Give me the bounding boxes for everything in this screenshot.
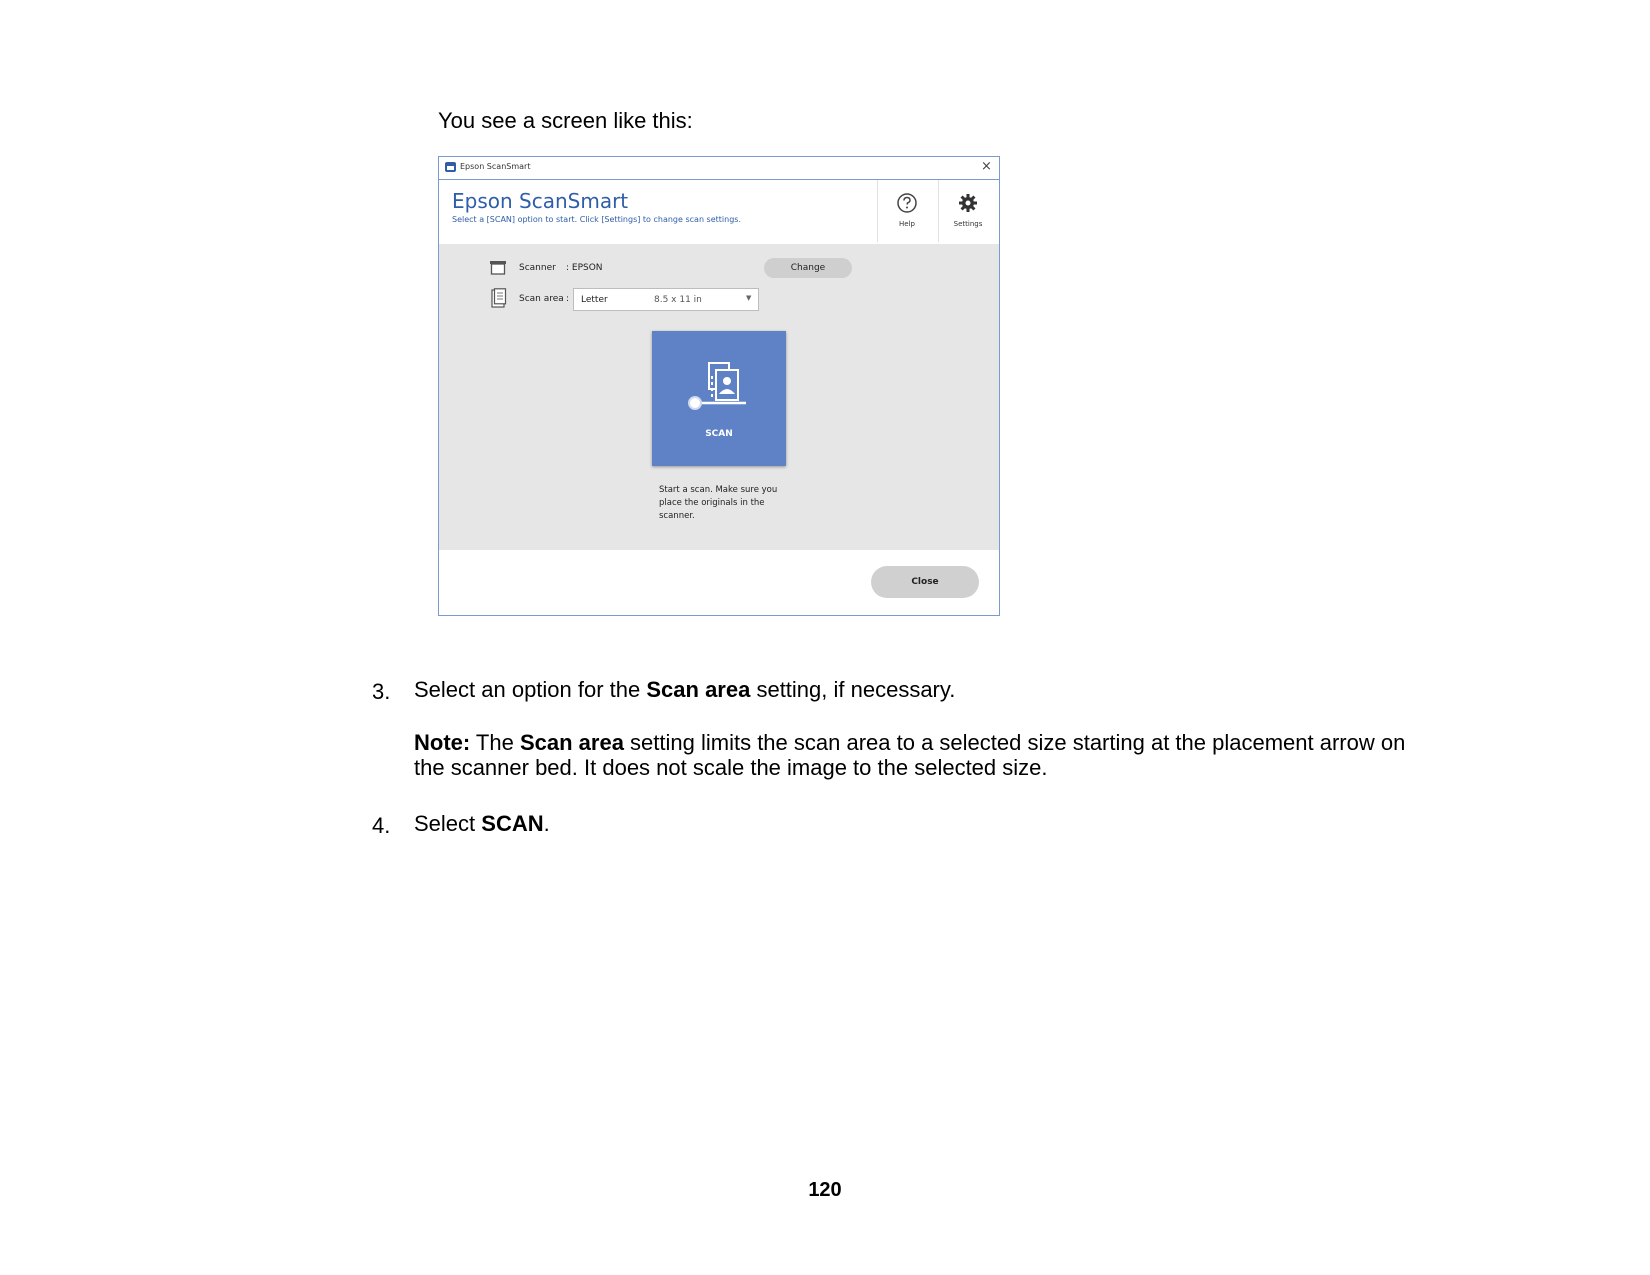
note-label: Note: <box>414 730 471 755</box>
scan-area-label: Scan area <box>519 294 564 304</box>
scanner-value: : EPSON <box>566 263 603 273</box>
app-subtitle: Select a [SCAN] option to start. Click [Settings] to change scan settings. <box>452 215 741 224</box>
title-bar <box>439 157 999 180</box>
step-number: 3. <box>372 679 391 704</box>
app-name: Epson ScanSmart <box>452 189 629 213</box>
change-button[interactable]: Change <box>764 258 852 278</box>
scan-description: Start a scan. Make sure you place the originals in the scanner. <box>659 485 778 521</box>
settings-label: Settings <box>953 220 983 228</box>
close-button[interactable]: Close <box>871 566 979 598</box>
app-icon <box>445 162 456 172</box>
scanner-label: Scanner <box>519 263 556 273</box>
gear-icon <box>957 192 979 214</box>
scan-area-select[interactable] <box>573 288 759 311</box>
scan-area-colon: : <box>566 294 570 304</box>
page-number: 120 <box>808 1179 842 1201</box>
scan-area-size: 8.5 x 11 in <box>654 295 702 305</box>
step-text-part: Select an option for the <box>414 677 647 702</box>
document-icon <box>491 288 507 308</box>
scanner-icon <box>489 260 507 275</box>
note-paragraph <box>414 730 1434 780</box>
scan-label: SCAN <box>705 429 733 439</box>
scan-area-value: Letter <box>581 295 608 305</box>
step-text-part: . <box>543 811 550 836</box>
main-panel <box>439 244 999 550</box>
scan-document-icon <box>688 361 750 417</box>
step-number: 4. <box>372 813 391 838</box>
close-icon[interactable]: × <box>981 159 992 174</box>
window-title: Epson ScanSmart <box>460 162 531 171</box>
step-text <box>414 811 550 837</box>
step-bold: Scan area <box>646 677 751 702</box>
step-bold: SCAN <box>481 811 544 836</box>
settings-button[interactable] <box>938 180 998 242</box>
step-text-part: setting, if necessary. <box>750 677 956 702</box>
scan-button[interactable] <box>652 331 786 466</box>
scansmart-window <box>438 156 1000 616</box>
step-text <box>414 677 955 703</box>
note-bold: Scan area <box>519 730 624 755</box>
step-text-part: Select <box>414 811 482 836</box>
note-text-part: The <box>470 730 520 755</box>
chevron-down-icon: ▼ <box>746 294 752 302</box>
app-header <box>439 180 999 244</box>
help-icon <box>896 192 918 214</box>
intro-text: You see a screen like this: <box>438 108 693 133</box>
help-label: Help <box>899 220 915 228</box>
window-footer <box>439 550 999 615</box>
note-text-part: setting limits the scan area to a selected size starting at the placement arrow on the scanner bed. It does not scale the image to the selected size. <box>414 730 1406 780</box>
help-button[interactable] <box>877 180 937 242</box>
